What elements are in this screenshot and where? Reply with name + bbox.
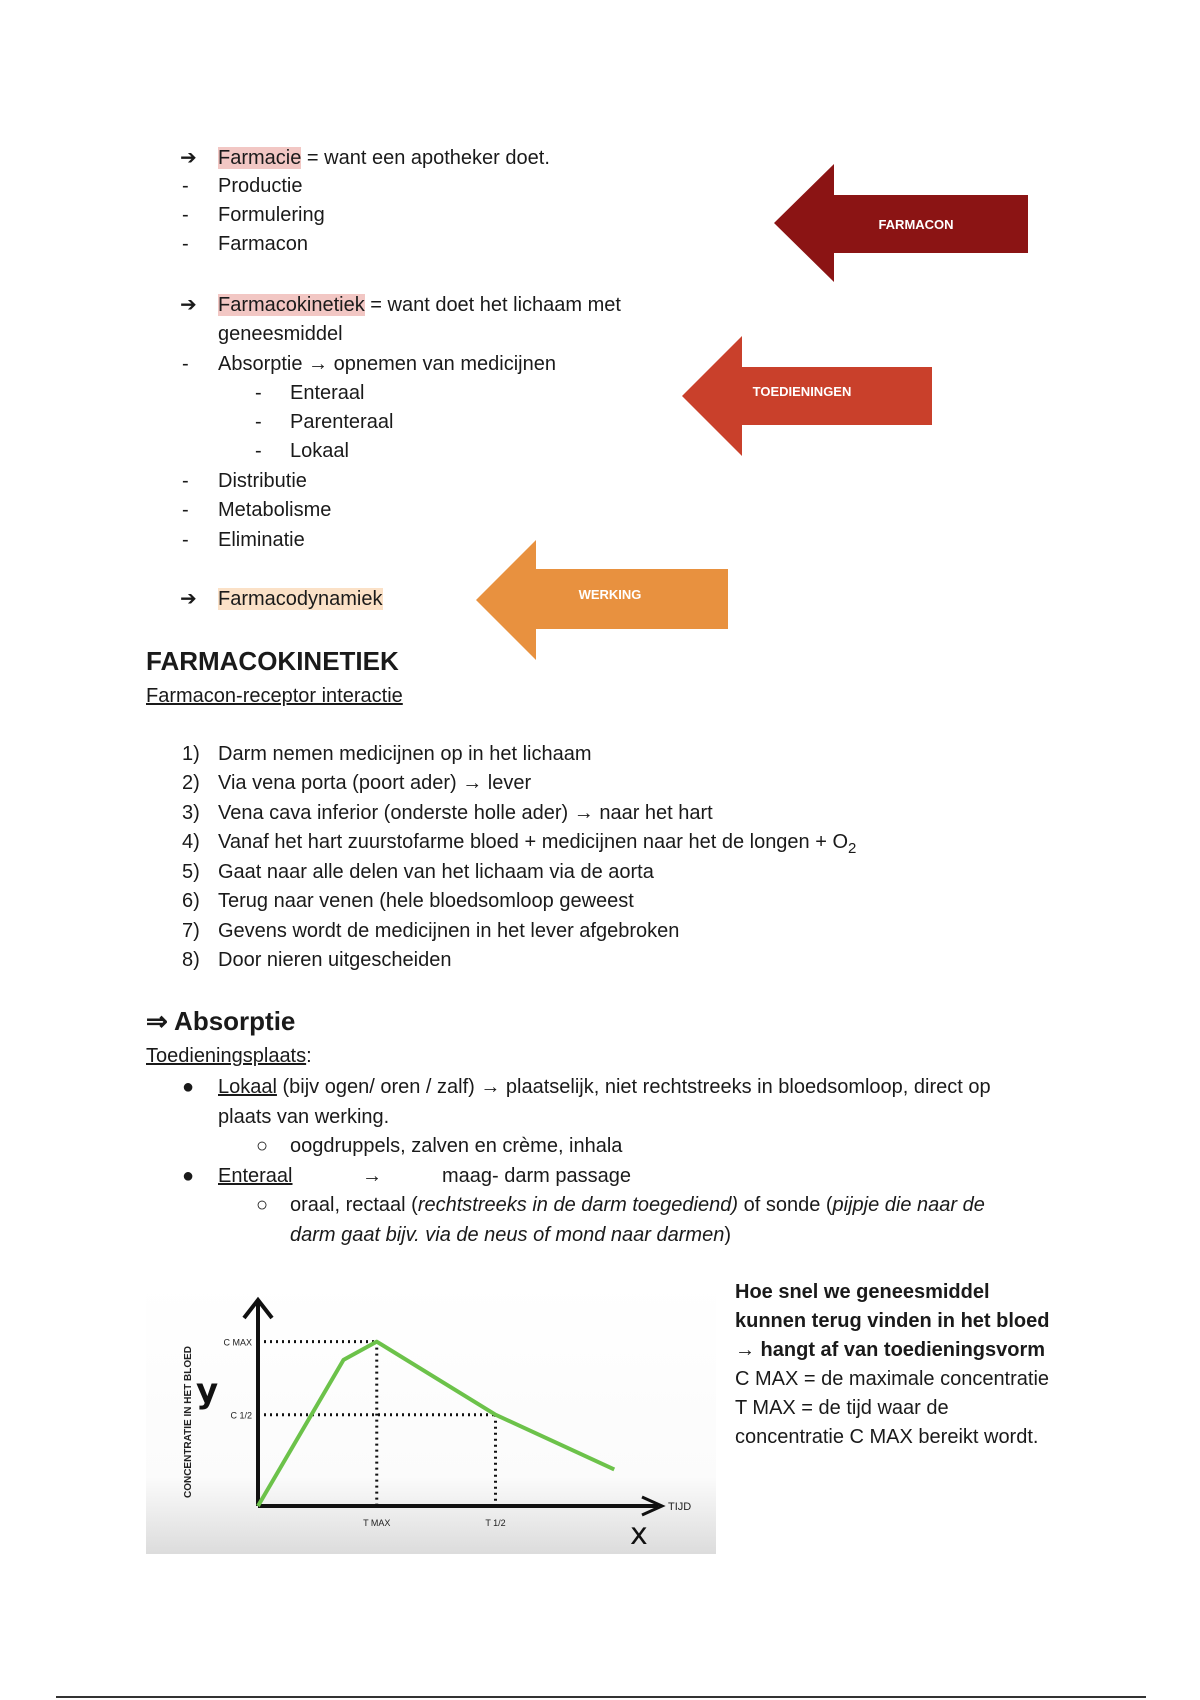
section-subheading: Farmacon-receptor interactie	[146, 685, 403, 707]
step-number: 1)	[182, 743, 200, 765]
step-text: Darm nemen medicijnen op in het lichaam	[218, 743, 592, 765]
step-text: Via vena porta (poort ader) → lever	[218, 772, 532, 794]
bullet-dot: ●	[182, 1165, 195, 1187]
colon: :	[306, 1045, 312, 1067]
y-tick-label: C 1/2	[230, 1410, 252, 1421]
list-item: Metabolisme	[218, 499, 332, 521]
y-letter: y	[196, 1371, 219, 1411]
enteraal-sub-italic: darm gaat bijv. via de neus of mond naar darmen	[290, 1224, 725, 1246]
dash: -	[255, 382, 262, 404]
step-number: 3)	[182, 802, 200, 824]
farmacie-rest: = want een apotheker doet.	[301, 147, 550, 169]
step-text: Terug naar venen (hele bloedsomloop geweest	[218, 890, 634, 912]
arrow-marker-3: ➔	[180, 588, 197, 610]
lokaal-term: Lokaal	[218, 1076, 277, 1098]
enteraal-sub-italic: rechtstreeks in de darm toegediend)	[417, 1194, 739, 1216]
enteraal-sub-line1	[290, 1191, 985, 1219]
step-text: Door nieren uitgescheiden	[218, 949, 452, 971]
dash: -	[182, 204, 189, 226]
circle-bullet: ○	[256, 1194, 269, 1216]
toedieningsplaats-label: Toedieningsplaats	[146, 1045, 307, 1067]
farmacokinetiek-rest-2: geneesmiddel	[218, 323, 343, 345]
toedieningsplaats-line	[146, 1042, 312, 1070]
absorptie-heading: ⇒ Absorptie	[146, 1006, 296, 1036]
farmacie-line	[218, 144, 550, 172]
list-item: Farmacon	[218, 233, 309, 255]
list-item: Productie	[218, 175, 303, 197]
dash: -	[255, 440, 262, 462]
y-tick-label: C MAX	[223, 1337, 252, 1348]
dash: -	[182, 499, 189, 521]
lokaal-rest-2: plaats van werking.	[218, 1106, 390, 1128]
farmacokinetiek-line	[218, 291, 621, 319]
step-number: 2)	[182, 772, 200, 794]
enteraal-sub-text: oraal, rectaal (	[290, 1194, 418, 1216]
chart-note	[735, 1278, 1105, 1452]
step-number: 5)	[182, 861, 200, 883]
lokaal-rest: (bijv ogen/ oren / zalf) → plaatselijk, niet rechtstreeks in bloedsomloop, direct op	[276, 1076, 991, 1098]
enteraal-sub-text: )	[724, 1224, 731, 1246]
list-item: Distributie	[218, 470, 307, 492]
farmacon-arrow	[774, 164, 1030, 282]
toedieningen-label: TOEDIENINGEN	[752, 384, 852, 399]
enteraal-sub-text: of sonde (	[738, 1194, 833, 1216]
enteraal-sub-italic: pijpje die naar de	[832, 1194, 985, 1216]
werking-label: WERKING	[578, 587, 642, 602]
step-text: Vanaf het hart zuurstofarme bloed + medicijnen naar het de longen + O	[218, 831, 849, 853]
dash: -	[182, 353, 189, 375]
step-number: 7)	[182, 920, 200, 942]
enteraal-arrow: →	[362, 1165, 382, 1187]
note-line: concentratie C MAX bereikt wordt.	[735, 1426, 1039, 1448]
farmacodynamiek-line	[218, 585, 383, 613]
dash: -	[182, 470, 189, 492]
step-text: Gaat naar alle delen van het lichaam via de aorta	[218, 861, 654, 883]
dash: -	[182, 233, 189, 255]
arrow-marker-1: ➔	[180, 147, 197, 169]
bottom-rule	[56, 1696, 1146, 1698]
arrow-marker-2: ➔	[180, 294, 197, 316]
farmacie-term: Farmacie	[218, 147, 302, 169]
step-subscript: 2	[848, 840, 857, 857]
dash: -	[255, 411, 262, 433]
step-text: Vena cava inferior (onderste holle ader) → naar het hart	[218, 802, 713, 824]
werking-arrow	[476, 540, 730, 660]
toedieningen-arrow	[682, 336, 934, 456]
lokaal-line	[218, 1073, 991, 1101]
sub-item: Lokaal	[290, 440, 349, 462]
enteraal-line	[218, 1162, 293, 1190]
y-axis-label: CONCENTRATIE IN HET BLOED	[183, 1345, 194, 1499]
sub-item: Enteraal	[290, 382, 365, 404]
farmacokinetiek-rest: = want doet het lichaam met	[364, 294, 621, 316]
farmacodynamiek-term: Farmacodynamiek	[218, 588, 383, 610]
section-heading: FARMACOKINETIEK	[146, 646, 399, 676]
note-bold-line: → hangt af van toedieningsvorm	[735, 1339, 1046, 1361]
concentration-chart	[146, 1280, 716, 1554]
enteraal-sub-line2	[290, 1221, 731, 1249]
note-line: C MAX = de maximale concentratie	[735, 1368, 1050, 1390]
step-text: Gevens wordt de medicijnen in het lever afgebroken	[218, 920, 680, 942]
farmacokinetiek-term: Farmacokinetiek	[218, 294, 365, 316]
step-number: 6)	[182, 890, 200, 912]
x-axis-label: TIJD	[668, 1501, 692, 1513]
list-item: Eliminatie	[218, 529, 305, 551]
step-number: 4)	[182, 831, 200, 853]
sub-item: Parenteraal	[290, 411, 394, 433]
dash: -	[182, 529, 189, 551]
list-item: Formulering	[218, 204, 325, 226]
lokaal-sub: oogdruppels, zalven en crème, inhala	[290, 1135, 623, 1157]
step-number: 8)	[182, 949, 200, 971]
x-tick-label: T 1/2	[485, 1518, 506, 1528]
note-bold-line: Hoe snel we geneesmiddel	[735, 1281, 990, 1303]
farmacon-label: FARMACON	[878, 217, 954, 232]
note-line: T MAX = de tijd waar de	[735, 1397, 949, 1419]
enteraal-rest: maag- darm passage	[442, 1165, 631, 1187]
bullet-dot: ●	[182, 1076, 195, 1098]
dash: -	[182, 175, 189, 197]
circle-bullet: ○	[256, 1135, 269, 1157]
absorptie-item: Absorptie → opnemen van medicijnen	[218, 353, 556, 375]
x-letter: x	[630, 1517, 648, 1552]
note-bold-line: kunnen terug vinden in het bloed	[735, 1310, 1050, 1332]
x-tick-label: T MAX	[363, 1518, 391, 1528]
enteraal-term: Enteraal	[218, 1165, 293, 1187]
